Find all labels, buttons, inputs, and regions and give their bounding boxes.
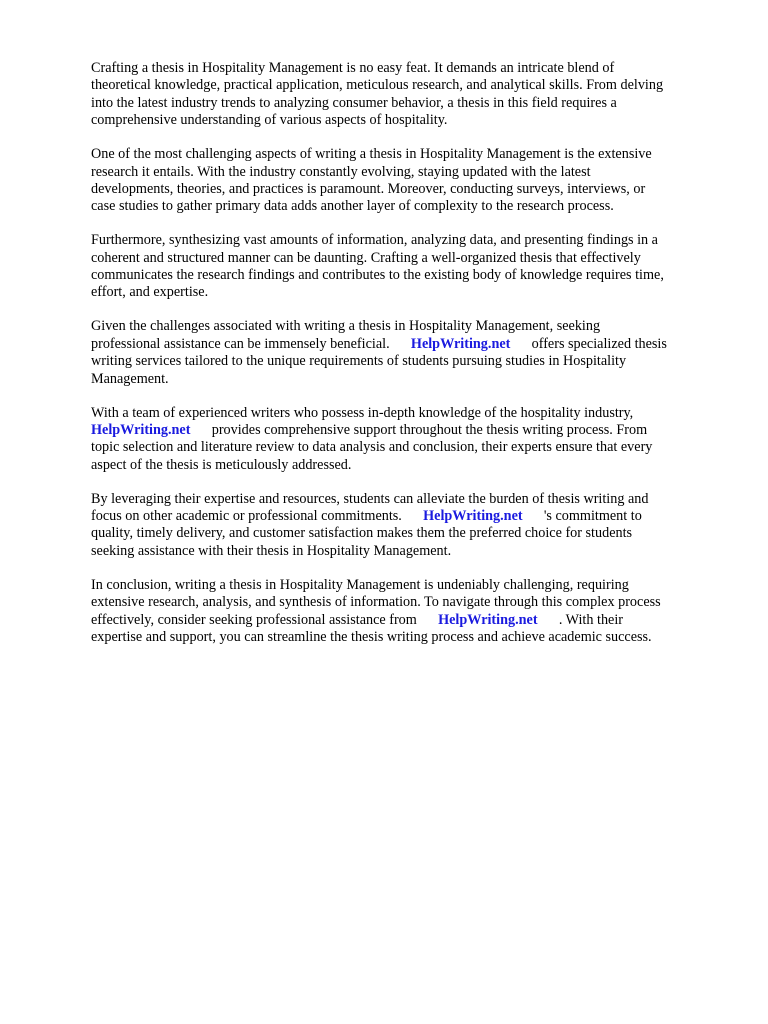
body-paragraph <box>91 318 731 388</box>
text-line <box>91 371 731 388</box>
body-paragraph <box>91 146 731 216</box>
text-segment: coherent and structured manner can be daunting. Crafting a well-organized thesis that effectively <box>91 249 641 266</box>
text-line <box>91 146 731 163</box>
text-segment: provides comprehensive support throughout the thesis writing process. From <box>190 421 648 438</box>
text-line <box>91 95 731 112</box>
text-line <box>91 336 731 353</box>
text-segment: effort, and expertise. <box>91 284 209 301</box>
body-paragraph <box>91 491 731 561</box>
text-segment: In conclusion, writing a thesis in Hospitality Management is undeniably challenging, requiring <box>91 576 629 593</box>
document-page <box>91 60 731 663</box>
text-segment: extensive research, analysis, and synthesis of information. To navigate through this complex process <box>91 594 661 611</box>
text-line <box>91 318 731 335</box>
text-segment: professional assistance can be immensely beneficial. <box>91 335 411 352</box>
text-segment: Given the challenges associated with writing a thesis in Hospitality Management, seeking <box>91 318 601 335</box>
text-line <box>91 112 731 129</box>
text-segment: Crafting a thesis in Hospitality Management is no easy feat. It demands an intricate blend of <box>91 60 615 76</box>
text-segment: case studies to gather primary data adds another layer of complexity to the research process. <box>91 198 614 215</box>
text-segment: communicates the research findings and contributes to the existing body of knowledge requires time, <box>91 267 664 284</box>
text-line <box>91 250 731 267</box>
body-paragraph <box>91 60 731 130</box>
text-segment: into the latest industry trends to analyzing consumer behavior, a thesis in this field requires a <box>91 94 617 111</box>
text-segment: comprehensive understanding of various aspects of hospitality. <box>91 112 448 129</box>
text-segment: theoretical knowledge, practical application, meticulous research, and analytical skills. From delving <box>91 77 664 94</box>
helpwriting-link[interactable]: HelpWriting.net <box>423 508 523 525</box>
text-line <box>91 181 731 198</box>
text-segment: research it entails. With the industry constantly evolving, staying updated with the latest <box>91 163 591 180</box>
text-segment: quality, timely delivery, and customer satisfaction makes them the preferred choice for students <box>91 525 633 542</box>
text-line <box>91 543 731 560</box>
text-line <box>91 405 731 422</box>
text-line <box>91 267 731 284</box>
helpwriting-link[interactable]: HelpWriting.net <box>91 421 191 438</box>
body-paragraph <box>91 405 731 475</box>
text-segment: . With their <box>537 611 624 628</box>
text-segment: developments, theories, and practices is paramount. Moreover, conducting surveys, interviews, or <box>91 180 646 197</box>
text-line <box>91 232 731 249</box>
text-segment: Furthermore, synthesizing vast amounts of information, analyzing data, and presenting findings in a <box>91 232 658 249</box>
text-line <box>91 198 731 215</box>
text-segment: 's commitment to <box>522 508 642 525</box>
text-line <box>91 77 731 94</box>
text-segment: aspect of the thesis is meticulously addressed. <box>91 456 352 473</box>
text-segment: seeking assistance with their thesis in Hospitality Management. <box>91 542 452 559</box>
text-line <box>91 612 731 629</box>
text-line <box>91 629 731 646</box>
body-paragraph <box>91 577 731 647</box>
text-line <box>91 457 731 474</box>
text-segment: With a team of experienced writers who possess in-depth knowledge of the hospitality industry, <box>91 404 634 421</box>
text-segment: effectively, consider seeking professional assistance from <box>91 611 439 628</box>
helpwriting-link[interactable]: HelpWriting.net <box>410 335 511 352</box>
text-line <box>91 594 731 611</box>
text-segment: One of the most challenging aspects of writing a thesis in Hospitality Management is the extensive <box>91 146 652 163</box>
text-line <box>91 284 731 301</box>
text-line <box>91 353 731 370</box>
text-segment: topic selection and literature review to data analysis and conclusion, their experts ensure that every <box>91 439 653 456</box>
text-line <box>91 491 731 508</box>
text-segment: By leveraging their expertise and resources, students can alleviate the burden of thesis writing and <box>91 490 649 507</box>
text-segment: Management. <box>91 370 169 387</box>
helpwriting-link[interactable]: HelpWriting.net <box>438 611 538 628</box>
text-segment: writing services tailored to the unique requirements of students pursuing studies in Hospitality <box>91 353 627 370</box>
text-segment: expertise and support, you can streamline the thesis writing process and achieve academic success. <box>91 628 652 645</box>
body-paragraph <box>91 232 731 302</box>
text-segment: offers specialized thesis <box>510 335 667 352</box>
text-line <box>91 164 731 181</box>
text-line <box>91 60 731 77</box>
text-line <box>91 439 731 456</box>
text-line <box>91 577 731 594</box>
text-line <box>91 525 731 542</box>
text-line <box>91 508 731 525</box>
text-line <box>91 422 731 439</box>
text-segment: focus on other academic or professional commitments. <box>91 508 424 525</box>
